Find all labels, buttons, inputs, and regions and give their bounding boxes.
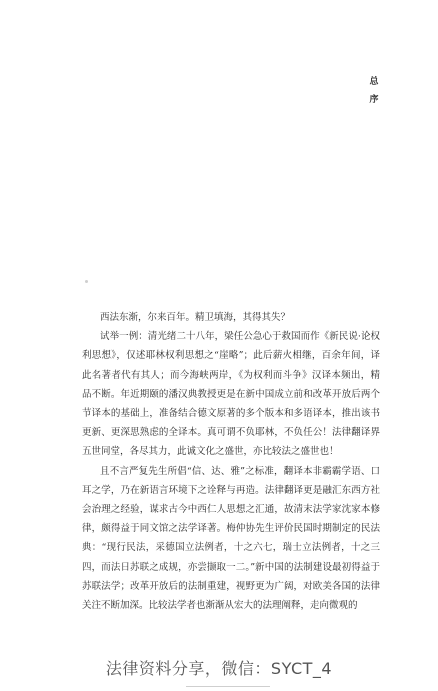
watermark-underline — [186, 686, 270, 687]
paper-speck — [85, 280, 88, 283]
section-title-char-1: 总 — [369, 77, 379, 87]
section-title-char-2: 序 — [369, 95, 379, 105]
section-title-vertical — [367, 76, 381, 112]
watermark-text: 法律资料分享，微信：SYCT_4 — [105, 659, 333, 678]
body-text — [82, 308, 380, 615]
paragraph-1: 西法东渐，尔来百年。精卫填海，其得其失？ — [100, 312, 291, 323]
paragraph-2: 试举一例：清光绪二十八年，梁任公急心于救国而作《新民说·论权利思想》，仅述耶林权利思想之“崖略”；此后薪火相继，百余年间，译此名著者代有其人；而今海峡两岸，《为权利而斗争》汉译本频出，精品不断。年近期颐的潘汉典教授更是在新中国成立前和改革开放后两个节译本的基础上，准备结合德文原著的多个版本和多语译本，推出该书更新、更深思熟虑的全译本。真可谓不负耶林，不负任公！法律翻译界五世同堂，各尽其力，此诚文化之盛世，亦比较法之盛世也！ — [82, 331, 380, 458]
paragraph-3: 且不言严复先生所倡“信、达、雅”之标准，翻译本非霸霸学语、口耳之学，乃在新语言环境下之诠释与再造。法律翻译更是融汇东西方社会治理之经验，谋求古今中西仁人思想之汇通，故清末法学家沈家本修律，颇得益于同文馆之法学译著。梅仲协先生评价民国时期制定的民法典：“现行民法，采德国立法例者，十之六七，瑞士立法例者，十之三四，而法日苏联之成规，亦尝撷取一二。”新中国的法制建设最初得益于苏联法学；改革开放后的法制重建，视野更为广阔，对欧美各国的法律关注不断加深。比较法学者也渐渐从宏大的法理阐释，走向微观的 — [82, 465, 380, 612]
